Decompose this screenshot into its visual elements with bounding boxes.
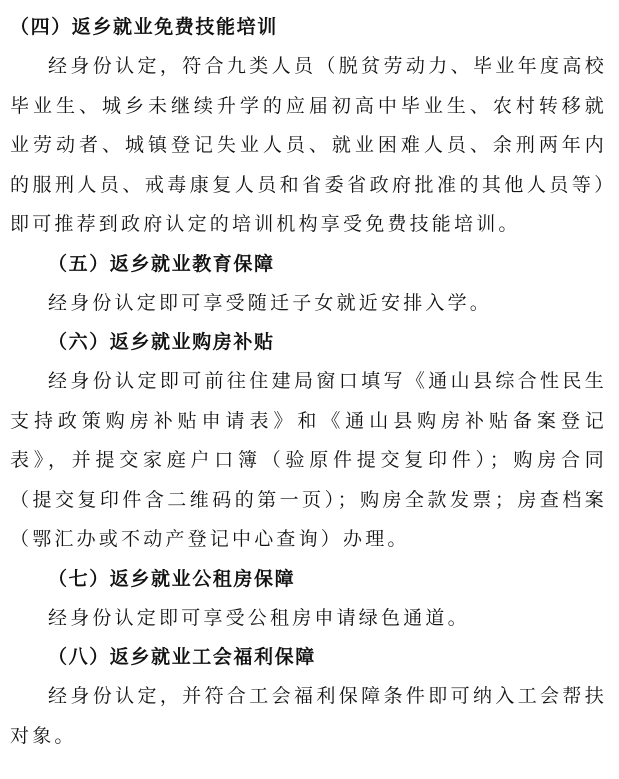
section-body-4: 经身份认定，符合九类人员（脱贫劳动力、毕业年度高校毕业生、城乡未继续升学的应届初高中毕业生、农村转移就业劳动者、城镇登记失业人员、就业困难人员、余刑两年内的服刑人员、戒毒康复人员和省委省政府批准的其他人员等）即可推荐到政府认定的培训机构享受免费技能培训。 [10, 55, 607, 235]
section-body-5: 经身份认定即可享受随迁子女就近安排入学。 [48, 291, 493, 314]
section-body-7: 经身份认定即可享受公租房申请绿色通道。 [48, 606, 470, 629]
section-heading-6: （六）返乡就业购房补贴 [48, 331, 275, 353]
section-heading-8: （八）返乡就业工会福利保障 [48, 646, 316, 668]
section-heading-7: （七）返乡就业公租房保障 [48, 567, 296, 590]
section-body-6: 经身份认定即可前往住建局窗口填写《通山县综合性民生支持政策购房补贴申请表》和《通山县购房补贴备案登记表》，并提交家庭户口簿（验原件提交复印件）；购房合同（提交复印件含二维码的第一页）；购房全款发票；房查档案（鄂汇办或不动产登记中心查询）办理。 [10, 370, 607, 550]
section-heading-5: （五）返乡就业教育保障 [48, 252, 275, 275]
section-body-8: 经身份认定，并符合工会福利保障条件即可纳入工会帮扶对象。 [10, 685, 607, 747]
section-heading-4: （四）返乡就业免费技能培训 [10, 16, 278, 38]
